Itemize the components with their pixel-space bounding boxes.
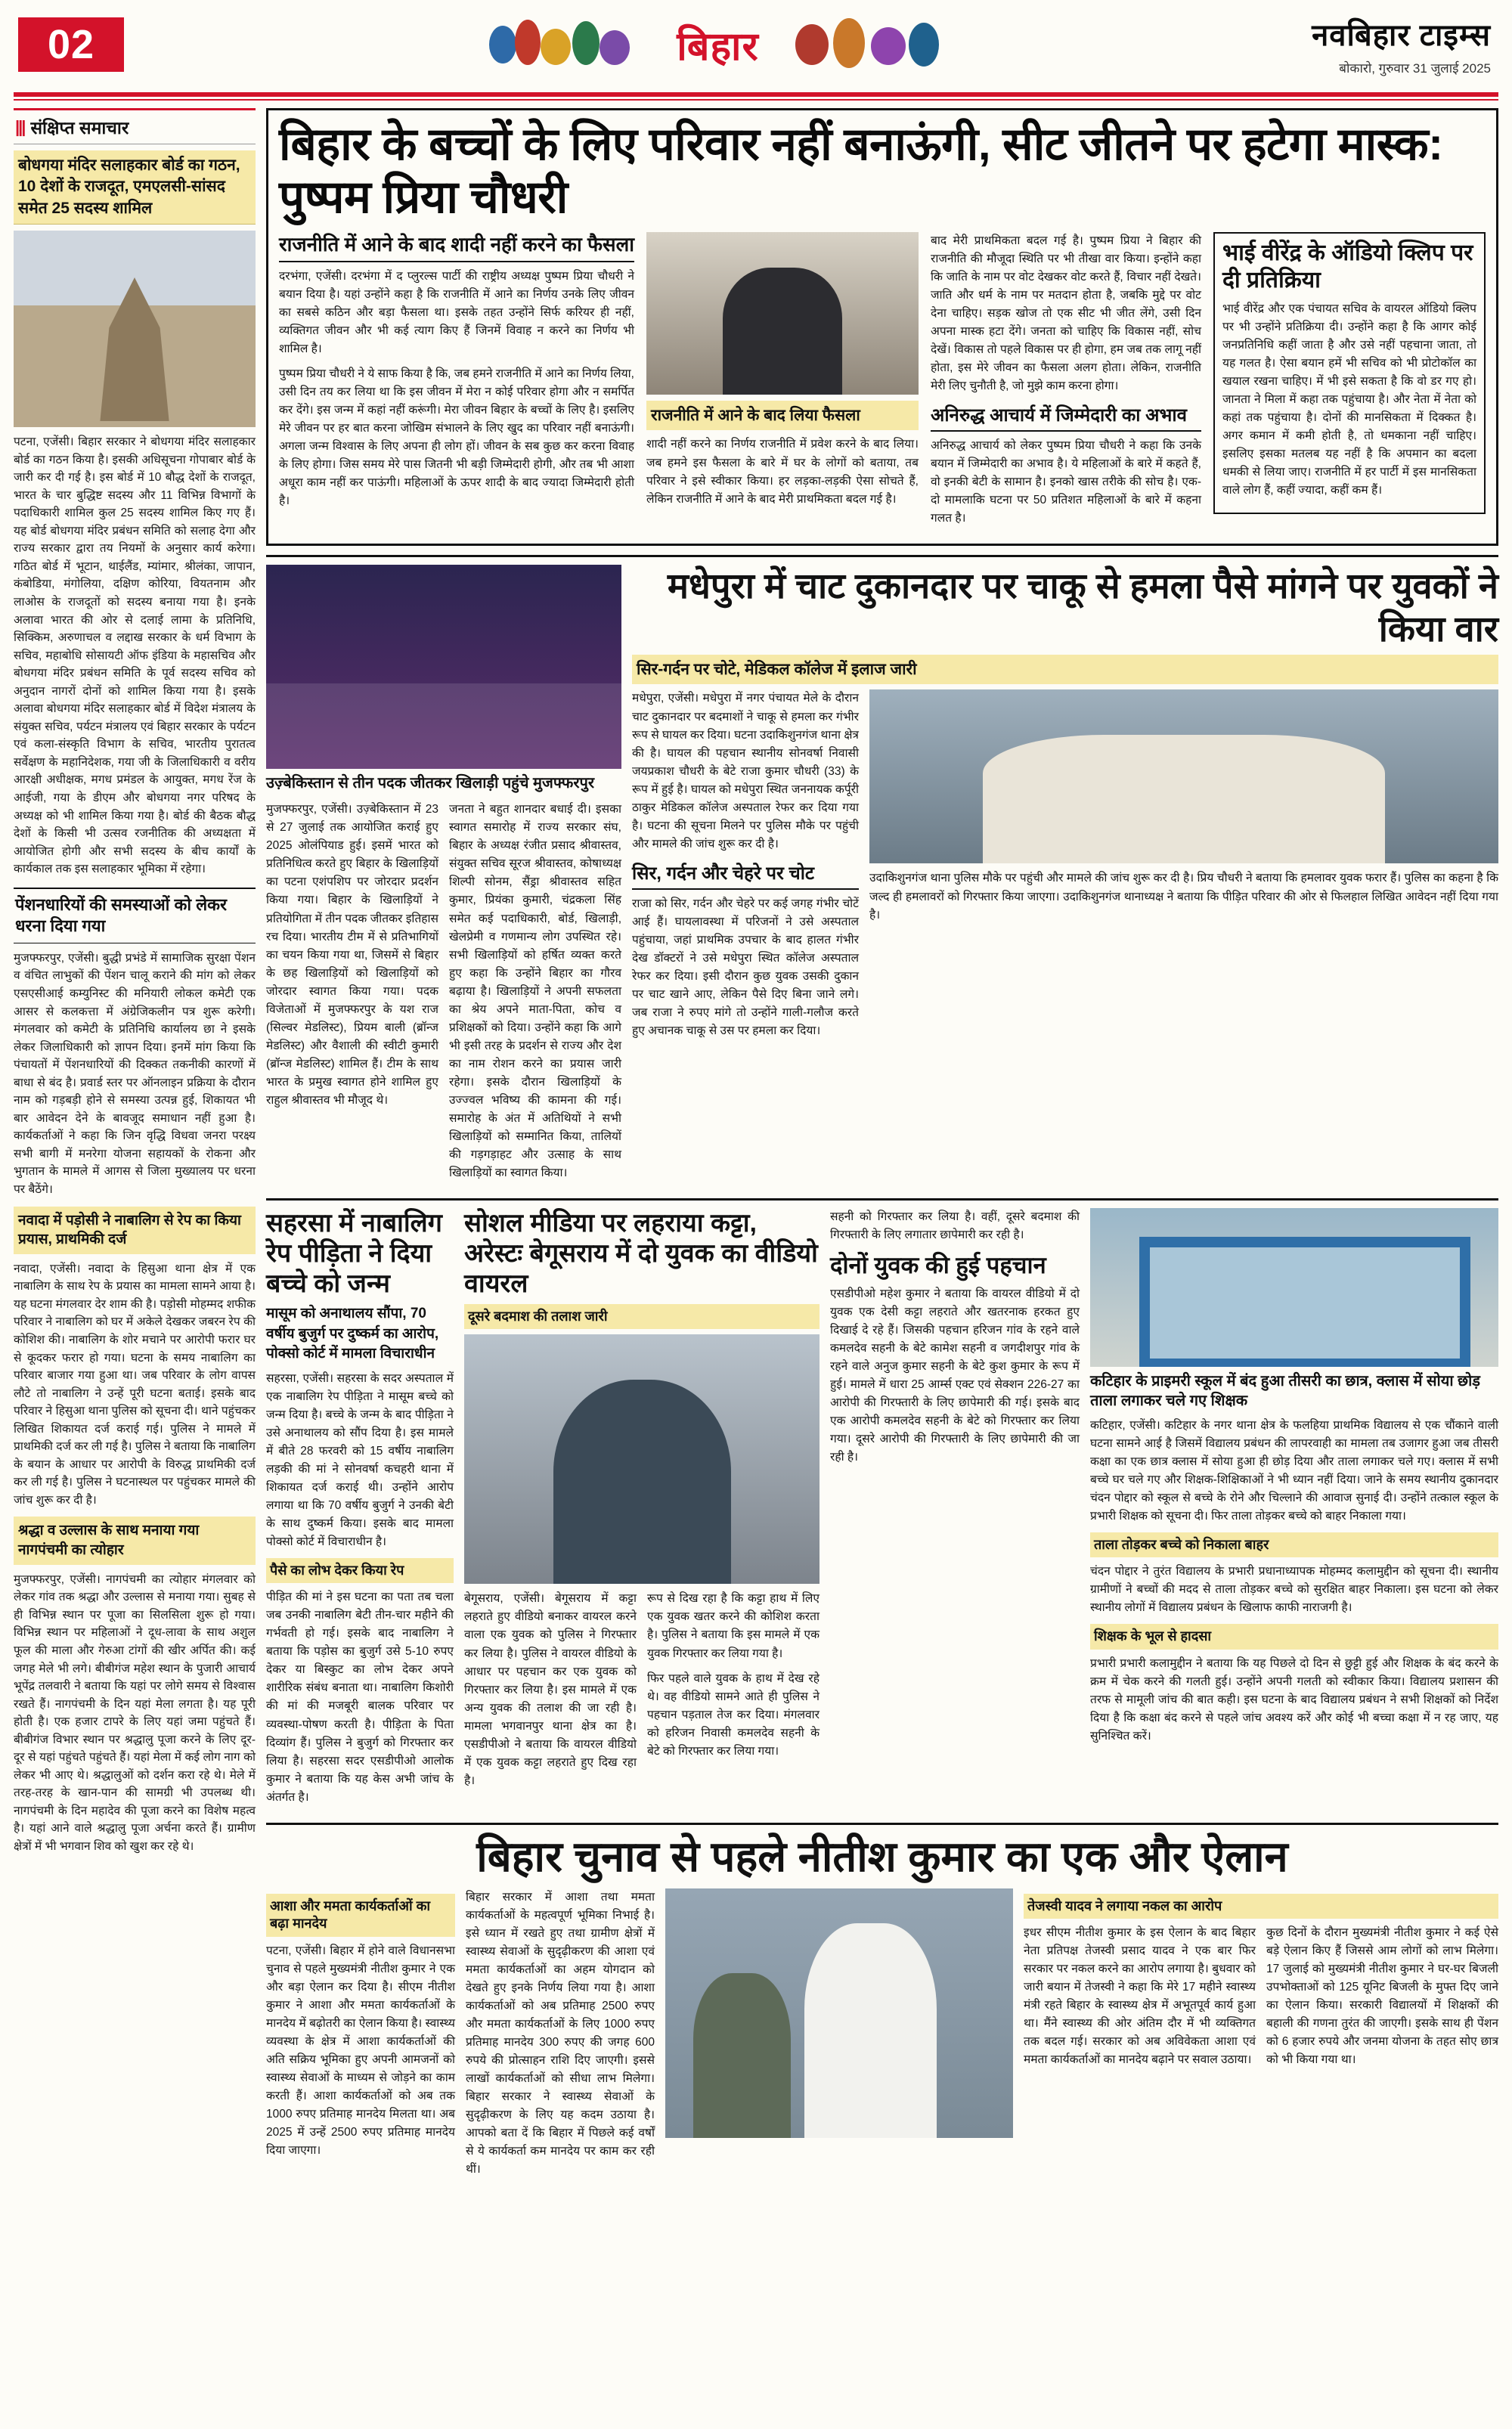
hero-col-2: [646, 232, 919, 534]
block-two-left: [266, 565, 621, 1188]
left-rail: [14, 108, 256, 2186]
paragraph: बेगूसराय, एजेंसी। बेगूसराय में कट्टा लहराते हुए वीडियो बनाकर वायरल करने वाला एक युवक को पुलिस ने गिरफ्तार कर लिया है। पुलिस ने वायरल वीडियो के आधार पर पहचान कर एक युवक को गिरफ्तार कर लिया है। इस मामले में एक अन्य युवक की तलाश की जा रही है। मामला भगवानपुर थाना क्षेत्र का है। एसडीपीओ ने बताया कि वायरल वीडियो में एक युवक कट्टा लहराते हुए दिख रहा है।: [464, 1592, 637, 1787]
rail-story-1: [14, 433, 256, 878]
paragraph: मुजफ्फरपुर, एजेंसी। नागपंचमी का त्योहार मंगलवार को लेकर गांव तक श्रद्धा और उल्लास से मनाया गया। सुबह से ही विभिन्न स्थान पर पूजा का सिलसिला शुरू हो गया। विभिन्न स्थान पर महिलाओं ने दूध-लावा के साथ अशुल फूल की माला और गेरुआ टांगों की खीर अर्पित की। कई जगह मेले भी लगे। बीबीगंज महेश स्थान के पुजारी आचार्य भूपेंद्र तलवारी ने बताया कि यहां पर लोगे समय से विश्वास रखते हैं। नागपंचमी के दिन यहां मेला लगता है। यह पूरी होती है। एक हजार टापरे के लिए यहां जमा पहुंचते हैं। बीबीगंज विभार स्थान पर श्रद्धालु पूजा करने के लिए दूर-दूर से यहां पहुंचते पहुंचते हैं। यहां मेला में कई लोग नाग को लेकर भी आए थे। श्रद्धालुओं को दर्शन करा रहे थे। मेले में तरह-तरह के खान-पान की सामग्री भी उपलब्ध थी। नागपंचमी के दिन महादेव की पूजा करने का विशेष महत्व है। यहां आने वाले श्रद्धालु पूजा अर्चना करते हैं। ग्रामीण क्षेत्रों में भी भगवान शिव को खुश कर रहे थे।: [14, 1572, 256, 1853]
pushpam-priya-photo: [646, 232, 919, 395]
teacher-mistake-subhead: शिक्षक के भूल से हादसा: [1090, 1624, 1498, 1649]
bars-icon: |||: [15, 117, 25, 136]
section-divider: [266, 1198, 1498, 1201]
tejashwi-subhead: तेजस्वी यादव ने लगाया नकल का आरोप: [1024, 1894, 1498, 1919]
block-four-col-1: [266, 1888, 455, 2186]
school-gate-photo: [1090, 1208, 1498, 1367]
sahrasa-lead: मासूम को अनाथालय सौंपा, 70 वर्षीय बुजुर्ग पर दुष्कर्म का आरोप, पोक्सो कोर्ट में मामला विचाराधीन: [266, 1306, 439, 1362]
temple-photo: [14, 231, 256, 427]
paragraph: मधेपुरा, एजेंसी। मधेपुरा में नगर पंचायत मेले के दौरान चाट दुकानदार पर बदमाशों ने चाकू से हमला कर गंभीर रूप से घायल कर दिया। घटना उदाकिशुनगंज थाना क्षेत्र की है। घायल की पहचान स्थानीय सोनवर्षा निवासी जयप्रकाश चौधरी के बेटे राजा कुमार चौधरी (33) के रूप में हुई है। घायल को मधेपुरा स्थित जननायक कर्पूरी ठाकुर मेडिकल कॉलेज अस्पताल रेफर कर दिया गया है। घटना की सूचना मिलने पर पुलिस मौके पर पहुंची और मामले की जांच शुरू कर दी है।: [632, 692, 859, 850]
paragraph: बिहार सरकार में आशा तथा ममता कार्यकर्ताओं के महत्वपूर्ण भूमिका निभाई है। इसे ध्यान में रखते हुए तथा ग्रामीण क्षेत्रों में स्वास्थ्य सेवाओं के सुदृढ़ीकरण की आशा एवं ममता कार्यकर्ताओं का अहम योगदान को देखते हुए इनके निर्णय लिया गया है। आशा कार्यकर्ताओं को अब प्रतिमाह 2500 रुपए और ममता कार्यकर्ताओं के लिए 1000 रुपए प्रतिमाह मानदेय 300 रुपए की जगह 600 रुपये की प्रोत्साहन राशि दिए जाएगी। इससे लाखों कार्यकर्ताओं को सीधा लाभ मिलेगा। बिहार सरकार ने स्वास्थ्य सेवाओं के सुदृढ़ीकरण के लिए यह कदम उठाया है। आपको बता दें कि बिहार में पिछले कई वर्षों से ये कार्यकर्ता कम मानदेय पर काम कर रही थीं।: [466, 1890, 655, 2176]
rail-lead-headline: बोधगया मंदिर सलाहकार बोर्ड का गठन, 10 देशों के राजदूत, एमएलसी-सांसद समेत 25 सदस्य शामिल: [14, 150, 256, 225]
hero-col-3: [931, 232, 1201, 534]
paragraph: नवादा, एजेंसी। नवादा के हिसुआ थाना क्षेत्र में एक नाबालिग के साथ रेप के प्रयास का मामला सामने आया है। यह घटना मंगलवार देर शाम की है। पड़ोसी मोहम्मद शफीक परिवार ने नाबालिग को घर में अकेले देखकर जबरन रेप की कोशिश की। नाबालिग के शोर मचाने पर आरोपी फरार घर से कूदकर फरार हो गया। घटना के समय नाबालिग का परिवार बाजार गया हुआ था। जब परिवार के लोग वापस लौटे तो नाबालिग ने उन्हें पूरी घटना बताई। इसके बाद परिवार ने हिसुआ थाना पुलिस को सूचना दी। थाने पहुंचकर लिखित शिकायत दर्ज कराई गई। पुलिस ने मामले में प्राथमिकी दर्ज कर ली गई है। पुलिस ने बताया कि नाबालिग के बयान के आधार पर आरोपी के विरुद्ध प्राथमिकी दर्ज कर ली गई है। पुलिस ने घटनास्थल पर पहुंचकर मामले की जांच शुरू कर दी है।: [14, 1262, 256, 1507]
asha-mamta-subhead: आशा और ममता कार्यकर्ताओं का बढ़ा मानदेय: [266, 1894, 455, 1937]
block-four-photo-col: [665, 1888, 1013, 2186]
paragraph: चंदन पोद्दार ने तुरंत विद्यालय के प्रभारी प्रधानाध्यापक मोहम्मद कलामुद्दीन को सूचना दी। स्थानीय ग्रामीणों ने बच्चों की मदद से ताला तोड़कर बच्चे को सुरक्षित बाहर निकाला। इस घटना को लेकर स्थानीय लोगों में विद्यालय प्रबंधन के खिलाफ काफी नाराजगी है।: [1090, 1565, 1498, 1615]
rail-story-3: [14, 1260, 256, 1510]
block-four: [266, 1823, 1498, 2186]
paragraph: कुछ दिनों के दौरान मुख्यमंत्री नीतीश कुमार ने कई ऐसे बड़े ऐलान किए हैं जिससे आम लोगों को लाभ मिलेगा। 17 जुलाई को मुख्यमंत्री नीतीश कुमार ने घर-घर बिजली उपभोक्ताओं को 125 यूनिट बिजली के मुफ्त दिए जाने का ऐलान किया। सरकारी विद्यालयों में शिक्षकों की बहाली की गणना तुरंत की जाएगी। इसके साथ ही पेंशन को 6 हजार रुपये और जनमा योजना के तहत सोए छात्र को भी किया गया था।: [1266, 1926, 1498, 2067]
brief-news-header: [14, 108, 256, 144]
block-three-col-1: [266, 1208, 454, 1814]
school-photo-caption: कटिहार के प्राइमरी स्कूल में बंद हुआ तीसरी का छात्र, क्लास में सोया छोड़ ताला लगाकर चले गए शिक्षक: [1090, 1372, 1480, 1409]
block-three: [266, 1208, 1498, 1814]
sidebox-headline: भाई वीरेंद्र के ऑडियो क्लिप पर दी प्रतिक्रिया: [1222, 240, 1473, 293]
rail-strip-2: श्रद्धा व उल्लास के साथ मनाया गया नागपंचमी का त्योहार: [14, 1517, 256, 1564]
paragraph: इधर सीएम नीतीश कुमार के इस ऐलान के बाद बिहार नेता प्रतिपक्ष तेजस्वी प्रसाद यादव ने एक बार फिर सरकार पर नकल करने का आरोप लगाया है। बुधवार को जारी बयान में तेजस्वी ने कहा कि मेरे 17 महीने स्वास्थ्य मंत्री रहते बिहार के स्वास्थ्य क्षेत्र में अभूतपूर्व कार्य हुआ था। मैंने स्वास्थ्य की ओर अंतिम दौर में भी व्यक्तिगत तक बदल गई। सरकार को अब अविवेकता आशा एवं ममता कार्यकर्ताओं का मानदेय बढ़ाने पर सवाल उठाया।: [1024, 1926, 1256, 2067]
paragraph: बाद मेरी प्राथमिकता बदल गई है। पुष्पम प्रिया ने बिहार की राजनीति की मौजूदा स्थिति पर भी तीखा वार किया। इन्होंने कहा कि जाति के नाम पर वोट देखकर वोट करते हैं, विचार नहीं देखते। जाति और धर्म के नाम पर मतदान होता है, जबकि मुद्दे पर वोट देना चाहिए। सड़क खोज तो एक सीट भी जीत लेंगे, उसी दिन अपना मास्क हटा देंगे। जनता को चाहिए कि विकास नहीं, सोच देखें। विकास तो पहले विकास पर ही होगा, हम जब तक लागू नहीं होता, इस मेरे जीवन का फैसला अलग होता। लेकिन, राजनीति मेरी लिए चुनौती है, जो मुझे काम करना होगा।: [931, 234, 1201, 393]
block-two-yellow-subhead: सिर-गर्दन पर चोटे, मेडिकल कॉलेज में इलाज जारी: [632, 655, 1498, 684]
masthead-rule-thin: [14, 99, 1498, 101]
paragraph: रूप से दिख रहा है कि कट्टा हाथ में लिए एक युवक खतर करने की कोशिश करता है। पुलिस ने बताया कि इस मामले में एक युवक गिरफ्तार कर लिया गया है।: [647, 1592, 820, 1660]
block-four-col-4: [1024, 1888, 1498, 2186]
paper-title: नवबिहार टाइम्स: [1312, 19, 1491, 52]
paragraph: उदाकिशुनगंज थाना पुलिस मौके पर पहुंची और मामले की जांच शुरू कर दी है। प्रिय चौधरी ने बताया कि हमलावर युवक फरार हैं। पुलिस का कहना है कि जल्द ही हमलावरों को गिरफ्तार किया जाएगा। उदाकिशुनगंज थानाध्यक्ष ने बताया कि पीड़ित परिवार की ओर से फिलहाल लिखित आवेदन नहीं दिया गया है।: [869, 872, 1498, 922]
hero-story: [266, 108, 1498, 546]
paragraph: फिर पहले वाले युवक के हाथ में देख रहे थे। वह वीडियो सामने आते ही पुलिस ने पहचान पड़ताल तेज कर दिया। मंगलवार को हरिजन निवासी कमलदेव सहनी के बेटे को गिरफ्तार कर लिया गया।: [647, 1671, 820, 1758]
photo-caption: उज़्बेकिस्तान से तीन पदक जीतकर खिलाड़ी पहुंचे मुजफ्फरपुर: [266, 775, 595, 792]
begusarai-yellow-subhead: दूसरे बदमाश की तलाश जारी: [464, 1304, 820, 1329]
block-two-headline: मधेपुरा में चाट दुकानदार पर चाकू से हमला पैसे मांगने पर युवकों ने किया वार: [667, 565, 1498, 649]
hero-col-1: [279, 232, 634, 534]
rail-story-2: [14, 950, 256, 1199]
nitish-headline: बिहार चुनाव से पहले नीतीश कुमार का एक और ऐलान: [476, 1832, 1288, 1880]
hero-subheadline-2: अनिरुद्ध आचार्य में जिम्मेदारी का अभाव: [931, 402, 1201, 432]
hospital-victim-photo: [869, 689, 1498, 863]
nitish-kumar-photo: [665, 1888, 1013, 2138]
paragraph: मुजफ्फरपुर, एजेंसी। बुद्धी प्रभंडे में सामाजिक सुरक्षा पेंशन व वंचित लाभुकों की पेंशन चालू कराने की मांग को लेकर एसएसीआई कम्युनिस्ट की मनियारी लोकल कमेटी एक आसर से कलकत्ता में अंग्रेजिकलीन पत्र शुरू करेगी। मंगलवार को कमेटी के प्रतिनिधि कार्यालय छा ने इसके लेकर जिलाधिकारी को ज्ञापन दिया। इनमें मांग किया कि पंचायतों में पेंशनधारियों की दिक्कत तकनीकी कारणों में बाधा से बंद है। प्रवार्ड स्तर पर ऑनलाइन प्रक्रिया के दौरान नाम को गड़बड़ी होने से समस्या उत्पन्न हुई, शिकायत भी बार आवेदन देने के बावजूद समाधान नहीं हुआ है। कार्यकर्ताओं ने कहा कि जिन वृद्धि विधवा जनरा परक्ष्य सभी बागी में मनरेगा योजना सहायकों के रोकना और भुगतान के मामले में आगस से जिला मुख्यालय पर धरना पर बैठेंगे।: [14, 951, 256, 1196]
paragraph: पुष्पम प्रिया चौधरी ने ये साफ किया है कि, जब हमने राजनीति में आने का निर्णय लिया, उसी दिन तय कर लिया था कि इस जीवन में मेरा न कोई परिवार होगा और न समर्पित कर देंगे। इस जन्म में कहां नहीं करूंगी। मेरा जीवन बिहार के बच्चों के लिए है। इसलिए मेरे जीवन पर हर बात करना जोखिम संभालने के लिए खुद का परिवार नहीं बनाऊंगी। अगला जन्म विश्वास के लिए अपना ही लोग हों। जीवन के सब कुछ कर करना विवाह के लिए होगा। जिस समय मेरे पास जितनी भी बड़ी जिम्मेदारी होगी, और तब भी आशा अधूरा काम नहीं कर पाऊंगी। महिलाओं के ऊपर शादी के बाद ज्यादा जिम्मेदारी होती है।: [279, 367, 634, 507]
paragraph: शादी नहीं करने का निर्णय राजनीति में प्रवेश करने के बाद लिया। जब हमने इस फैसला के बारे में घर के लोगों को बताया, तब परिवार ने इसे स्वीकार किया। हर लड़का-लड़की ऐसा सोचते हैं, लेकिन राजनीति में आने के बाद मेरी प्राथमिकता बदल गई है।: [646, 438, 919, 506]
both-youths-headline: दोनों युवक की हुई पहचान: [830, 1251, 1046, 1278]
begusarai-headline: सोशल मीडिया पर लहराया कट्टा, अरेस्टः बेगूसराय में दो युवक का वीडियो वायरल: [464, 1208, 818, 1298]
rail-story-4: [14, 1571, 256, 1856]
masthead-rule: [14, 92, 1498, 97]
gun-video-photo: [464, 1334, 820, 1584]
paragraph: सहनी को गिरफ्तार कर लिया है। वहीं, दूसरे बदमाश की गिरफ्तारी के लिए लगातार छापेमारी कर रही है।: [830, 1210, 1080, 1241]
athletes-stage-photo: [266, 565, 621, 769]
paragraph: पीड़ित की मां ने इस घटना का पता तब चला जब उनकी नाबालिग बेटी तीन-चार महीने की गर्भवती हो गई। इसके बाद नाबालिग ने बताया कि पड़ोस का बुजुर्ग उसे 5-10 रुपए देकर या बिस्कुट का लोभ देकर अपने शारीरिक संबंध बनाता था। नाबालिग किशोरी की मां की मजबूरी बालक परिवार पर व्यवस्था-पोषण करती है। पीड़िता के पिता दिव्यांग हैं। पुलिस ने बुजुर्ग को गिरफ्तार कर लिया है। सहरसा सदर एसडीपीओ आलोक कुमार ने बताया कि यह केस अभी जांच के अंतर्गत है।: [266, 1591, 454, 1804]
paragraph: एसडीपीओ महेश कुमार ने बताया कि वायरल वीडियो में दो युवक एक देसी कट्टा लहराते और खतरनाक हरकत हुए दिखाई दे रहे हैं। जिसकी पहचान हरिजन गांव के रहने वाले कमलदेव सहनी के बेटे कामेश सहनी व जगदीशपुर गांव के रहने वाले अनुज कुमार सहनी के बेटे कुश कुमार के रूप में हुई। मामले में धारा 25 आर्म्स एक्ट एवं सेक्शन 226-27 का आरोपी की गिरफ्तारी के लिए छापेमारी की गई। इसके बाद एक आरोपी कमलदेव सहनी के बेटे को गिरफ्तार कर लिया गया। दूसरे आरोपी की गिरफ्तारी के लिए छापेमारी की जा रही है।: [830, 1287, 1080, 1464]
block-four-col-2: [466, 1888, 655, 2186]
paragraph: अनिरुद्ध आचार्य को लेकर पुष्पम प्रिया चौधरी ने कहा कि उनके बयान में जिम्मेदारी का अभाव है। ये महिलाओं के बारे में कहते हैं, वो इनकी बेटी के सामान है। इनको खास तरीके की सोच है। एक-दो मामलाकि घटना पर 50 प्रतिशत महिलाओं के बारे में कहना गलत है।: [931, 439, 1201, 525]
hero-headline: बिहार के बच्चों के लिए परिवार नहीं बनाऊंगी, सीट जीतने पर हटेगा मास्क: पुष्पम प्रिया चौधरी: [279, 119, 1443, 222]
rail-subheadline-1: पेंशनधारियों की समस्याओं को लेकर धरना दिया गया: [14, 888, 256, 943]
paragraph: प्रभारी प्रभारी कलामुद्दीन ने बताया कि यह पिछले दो दिन से छुट्टी हुई और शिक्षक के बंद करने के क्रम में चेक करने की गलती हुई। उन्होंने अपनी गलती को स्वीकार किया। विद्यालय प्रशासन की तरफ से मामूली जांच की बात कही। इस घटना के बाद विद्यालय प्रबंधन ने सभी शिक्षकों को निर्देश दिया है कि कक्षा बंद करने से पहले जांच अवश्य करें और कोई भी बच्चा कक्षा में न रह जाए, यह सुनिश्चित करें।: [1090, 1656, 1498, 1743]
masthead-center: [124, 12, 1312, 77]
paragraph: सहरसा, एजेंसी। सहरसा के सदर अस्पताल में एक नाबालिग रेप पीड़िता ने मासूम बच्चे को जन्म दिया है। बच्चे के जन्म के बाद पीड़िता ने उसे अनाथालय को सौंप दिया है। इस मामले में बीते 28 फरवरी को 15 वर्षीय नाबालिग लड़की की मां ने सोनवर्षा कचहरी थाना में शिकायत दर्ज कराई थी। उन्होंने आरोप लगाया था कि 70 वर्षीय बुजुर्ग ने उनकी बेटी के साथ दुष्कर्म किया। इसके बाद मामला पोक्सो कोर्ट में विचाराधीन है।: [266, 1371, 454, 1548]
masthead: [14, 0, 1498, 89]
block-two-sub-small: सिर, गर्दन और चेहरे पर चोट: [632, 860, 859, 890]
paragraph: पटना, एजेंसी। बिहार में होने वाले विधानसभा चुनाव से पहले मुख्यमंत्री नीतीश कुमार ने एक और बड़ा ऐलान कर दिया है। सीएम नीतीश कुमार ने आशा और ममता कार्यकर्ताओं के मानदेय में बढ़ोतरी का ऐलान किया है। स्वास्थ्य व्यवस्था के क्षेत्र में आशा कार्यकर्ताओं की अति सक्रिय भूमिका हुए अपनी आमजनों को स्वास्थ्य सेवाओं के माध्यम से जोड़ने का काम करती हैं। आशा कार्यकर्ताओं को अब तक 1000 रुपए प्रतिमाह मानदेय मिलता था। अब 2025 में उन्हें 2500 रुपए प्रतिमाह मानदेय दिया जाएगा।: [266, 1944, 455, 2157]
paragraph: भाई वीरेंद्र और एक पंचायत सचिव के वायरल ऑडियो क्लिप पर भी उन्होंने प्रतिक्रिया दी। उन्होंने कहा है कि आगर कोई जनप्रतिनिधि कहीं जाता है और उसे नहीं पहचाना जाता, तो यह गलत है। ऐसा बयान हमें भी सचिव को भी प्रोटोकॉल का खयाल रखना चाहिए। में भी इसे सकता है कि वो डर गए हो। जानता ने मिला में कहा तक पहुंचाया है। और नेता में नेता को कहां तक पहुंचाया है। दोनों की मानसिकता में दिक्कत है। अगर कमान में कमी होती है, तो धमकाना नहीं चाहिए। इसलिए इसका मतलब यह नहीं है कि अपमान का बदला धमकी से लिया जाए। राजनीति में हर पार्टी में इस मानसिकता वाले लोग हैं, कहीं ज्यादा, कहीं कम हैं।: [1222, 302, 1476, 497]
paragraph: पटना, एजेंसी। बिहार सरकार ने बोधगया मंदिर सलाहकार बोर्ड का गठन किया है। इसकी अधिसूचना गोपाबार बोर्ड के जारी कर दी गई है। इस बोर्ड में 10 बौद्ध देशों के राजदूत, भारत के चार बुद्धिष्ट सदस्य और 11 विभिन्न विभागों के पदाधिकारी शामिल कुल 25 सदस्य शामिल किए गए हैं। यह बोर्ड बोधगया मंदिर प्रबंधन समिति को सलाह देगा और राज्य सरकार द्वारा तय नियमों के अनुसार कार्य करेगा। गठित बोर्ड में भूटान, थाईलैंड, म्यांमार, श्रीलंका, जापान, कंबोडिया, मंगोलिया, दक्षिण कोरिया, वियतनाम और लाओस के राजदूतों को सदस्य बनाया गया है। इनके अलावा भारत की ओर से दलाई लामा के प्रतिनिधि, सिक्किम, अरुणाचल व लद्दाख सरकार के धर्म विभाग के सचिव, महाबोधि सोसायटी ऑफ इंडिया के महासचिव और बोधगया मंदिर प्रबंधन समिति के पूर्व सदस्य सचिव को अनुदान नागरों दोनों को शामिल किया गया है। इसके अलावा बोधगया मंदिर सलाहकार बोर्ड में विदेश मंत्रालय के संयुक्त सचिव, पर्यटन मंत्रालय एवं बिहार सरकार के पर्यटन एवं कला-संस्कृति विभाग के सचिव, भारतीय पुरातत्व सर्वेक्षण के महानिदेशक, गया जी के जिलाधिकारी व वरीय आरक्षी अधीक्षक, मगध प्रमंडल के आयुक्त, मगध रेंज के आईजी, गया के डीएम और बोधगया नगर परिषद के अध्यक्ष को भी शामिल किया गया है। बोर्ड की बैठक बौद्ध देशों के किसी भी उत्सव रजनीतिक की अध्यक्षता में आयोजित होगी और सभी सदस्य के बीच कार्यों के कार्यकाल तक इस सलाहकार भूमिका में रहेगा।: [14, 435, 256, 876]
block-two: [266, 555, 1498, 1188]
masthead-right: [1312, 13, 1498, 76]
main-column: [266, 108, 1498, 2186]
block-three-col-2: [464, 1208, 820, 1814]
rail-strip-1: नवादा में पड़ोसी ने नाबालिग से रेप का किया प्रयास, प्राथमिकी दर्ज: [14, 1207, 256, 1254]
block-three-col-3: [830, 1208, 1080, 1814]
hero-subheadline: राजनीति में आने के बाद शादी नहीं करने का फैसला: [279, 232, 634, 262]
hero-sidebox: [1213, 232, 1486, 534]
block-two-right: [632, 565, 1498, 1188]
date-line: बोकारो, गुरुवार 31 जुलाई 2025: [1339, 61, 1491, 76]
paragraph: कटिहार, एजेंसी। कटिहार के नगर थाना क्षेत्र के फलहिया प्राथमिक विद्यालय से एक चौंकाने वाली घटना सामने आई है जिसमें विद्यालय प्रबंधन की लापरवाही का मामला तब उजागर हुआ जब तीसरी कक्षा का एक छात्र क्लास में सोया हुआ ही छोड़ दिया और ताला लगाकर चले गए। क्लास में सभी बच्चे घर चले गए और शिक्षक-शिक्षिकाओं ने भी ध्यान नहीं दिया। जाने के समय स्थानीय दुकानदार चंदन पोद्दार को स्कूल से बच्चे के रोने और चिल्लाने की आवाज सुनाई दी। उन्होंने तत्काल स्कूल के प्रभारी शिक्षक को सूचना दी। फिर ताला तोड़कर बच्चे को बाहर निकाला गया।: [1090, 1418, 1498, 1523]
page-number: 02: [18, 17, 124, 72]
section-title: बिहार: [677, 24, 759, 69]
decorative-art-left: [482, 12, 655, 77]
paragraph: मुजफ्फरपुर, एजेंसी। उज़्बेकिस्तान में 23 से 27 जुलाई तक आयोजित कराई हुए 2025 ओलंपियाड हुई। इसमें भारत को प्रतिनिधित्व करते हुए बिहार के खिलाड़ियों का पटना एशंपशिप पर जोरदार प्रदर्शन किया गया। बिहार के खिलाड़ियों ने प्रतियोगिता में तीन पदक जीतकर इतिहास रच दिया। भारतीय टीम में से प्रतिभागियों का चयन किया गया था, जिसमें से बिहार के छह खिलाड़ियों को खिलाड़ियों को जोरदार स्वागत किया गया। पदक विजेताओं में मुजफ्फरपुर के यश राज (सिल्वर मेडलिस्ट), प्रियम बाली (ब्रॉन्ज मेडलिस्ट) और वैशाली की स्वीटी कुमारी (ब्रॉन्ज मेडलिस्ट) शामिल हैं। टीम के साथ भारत के प्रमुख स्वागत होने शामिल हुए राहुल श्रीवास्तव भी मौजूद थे।: [266, 803, 438, 1107]
decorative-art-right: [780, 12, 954, 77]
paragraph: जनता ने बहुत शानदार बधाई दी। इसका स्वागत समारोह में राज्य सरकार संघ, बिहार के अध्यक्ष रंजीत प्रसाद श्रीवास्तव, संयुक्त सचिव सूरज श्रीवास्तव, कोषाध्यक्ष शिल्पी सोनम, सैंड्रा श्रीवास्तव सहित कुमार, प्रियंका कुमारी, चंद्रकला सिंह समेत कई पदाधिकारी, बोर्ड, खिलाड़ी, खेलप्रेमी व गणमान्य लोग उपस्थित रहे। सभी खिलाड़ियों को हर्षित व्यक्त करते हुए कहा कि उन्होंने बिहार का गौरव बढ़ाया है। खिलाड़ियों ने अपनी सफलता का श्रेय अपने माता-पिता, कोच व प्रशिक्षकों को दिया। उन्होंने कहा कि आगे भी इसी तरह के प्रदर्शन से राज्य और देश का नाम रोशन करने का प्रयास जारी रहेगा। इसके दौरान खिलाड़ियों के उज्ज्वल भविष्य की कामना की गई। समारोह के अंत में अतिथियों ने सभी खिलाड़ियों को सम्मानित किया, तालियों की गड़गड़ाहट और उत्साह के साथ खिलाड़ियों का स्वागत किया।: [449, 803, 621, 1179]
paragraph: राजा को सिर, गर्दन और चेहरे पर कई जगह गंभीर चोटें आई हैं। घायलावस्था में परिजनों ने उसे अस्पताल पहुंचाया, जहां प्राथमिक उपचार के बाद हालत गंभीर देख डॉक्टरों ने उसे मधेपुरा स्थित कॉलेज अस्पताल रेफर कर दिया। इसी दौरान कुछ युवक उसकी दुकान पर चाट खाने आए, लेकिन पैसे दिए बिना जाने लगे। जब राजा ने रुपए मांगे तो उन्होंने गाली-गलौज करते हुए अचानक चाकू से उस पर हमला कर दिया।: [632, 897, 859, 1037]
sahrasa-yellow-subhead: पैसे का लोभ देकर किया रेप: [266, 1558, 454, 1583]
lock-break-subhead: ताला तोड़कर बच्चे को निकाला बाहर: [1090, 1532, 1498, 1557]
sahrasa-headline: सहरसा में नाबालिग रेप पीड़िता ने दिया बच्चे को जन्म: [266, 1208, 442, 1298]
brief-news-title: संक्षिप्त समाचार: [30, 118, 129, 138]
block-three-col-4: [1090, 1208, 1498, 1814]
paragraph: दरभंगा, एजेंसी। दरभंगा में द प्लुरल्स पार्टी की राष्ट्रीय अध्यक्ष पुष्पम प्रिया चौधरी ने बयान दिया है। यहां उन्होंने कहा है कि राजनीति में आने का निर्णय उनके लिए जीवन का सबसे कठिन और बड़ा फैसला था। इसके तहत उन्होंने सिर्फ करियर ही नहीं, व्यक्तिगत जीवन और भी कई त्याग किए हैं जिनमें विवाह न करने का निर्णय भी शामिल है।: [279, 269, 634, 355]
hero-yellow-subhead: राजनीति में आने के बाद लिया फैसला: [646, 401, 919, 430]
